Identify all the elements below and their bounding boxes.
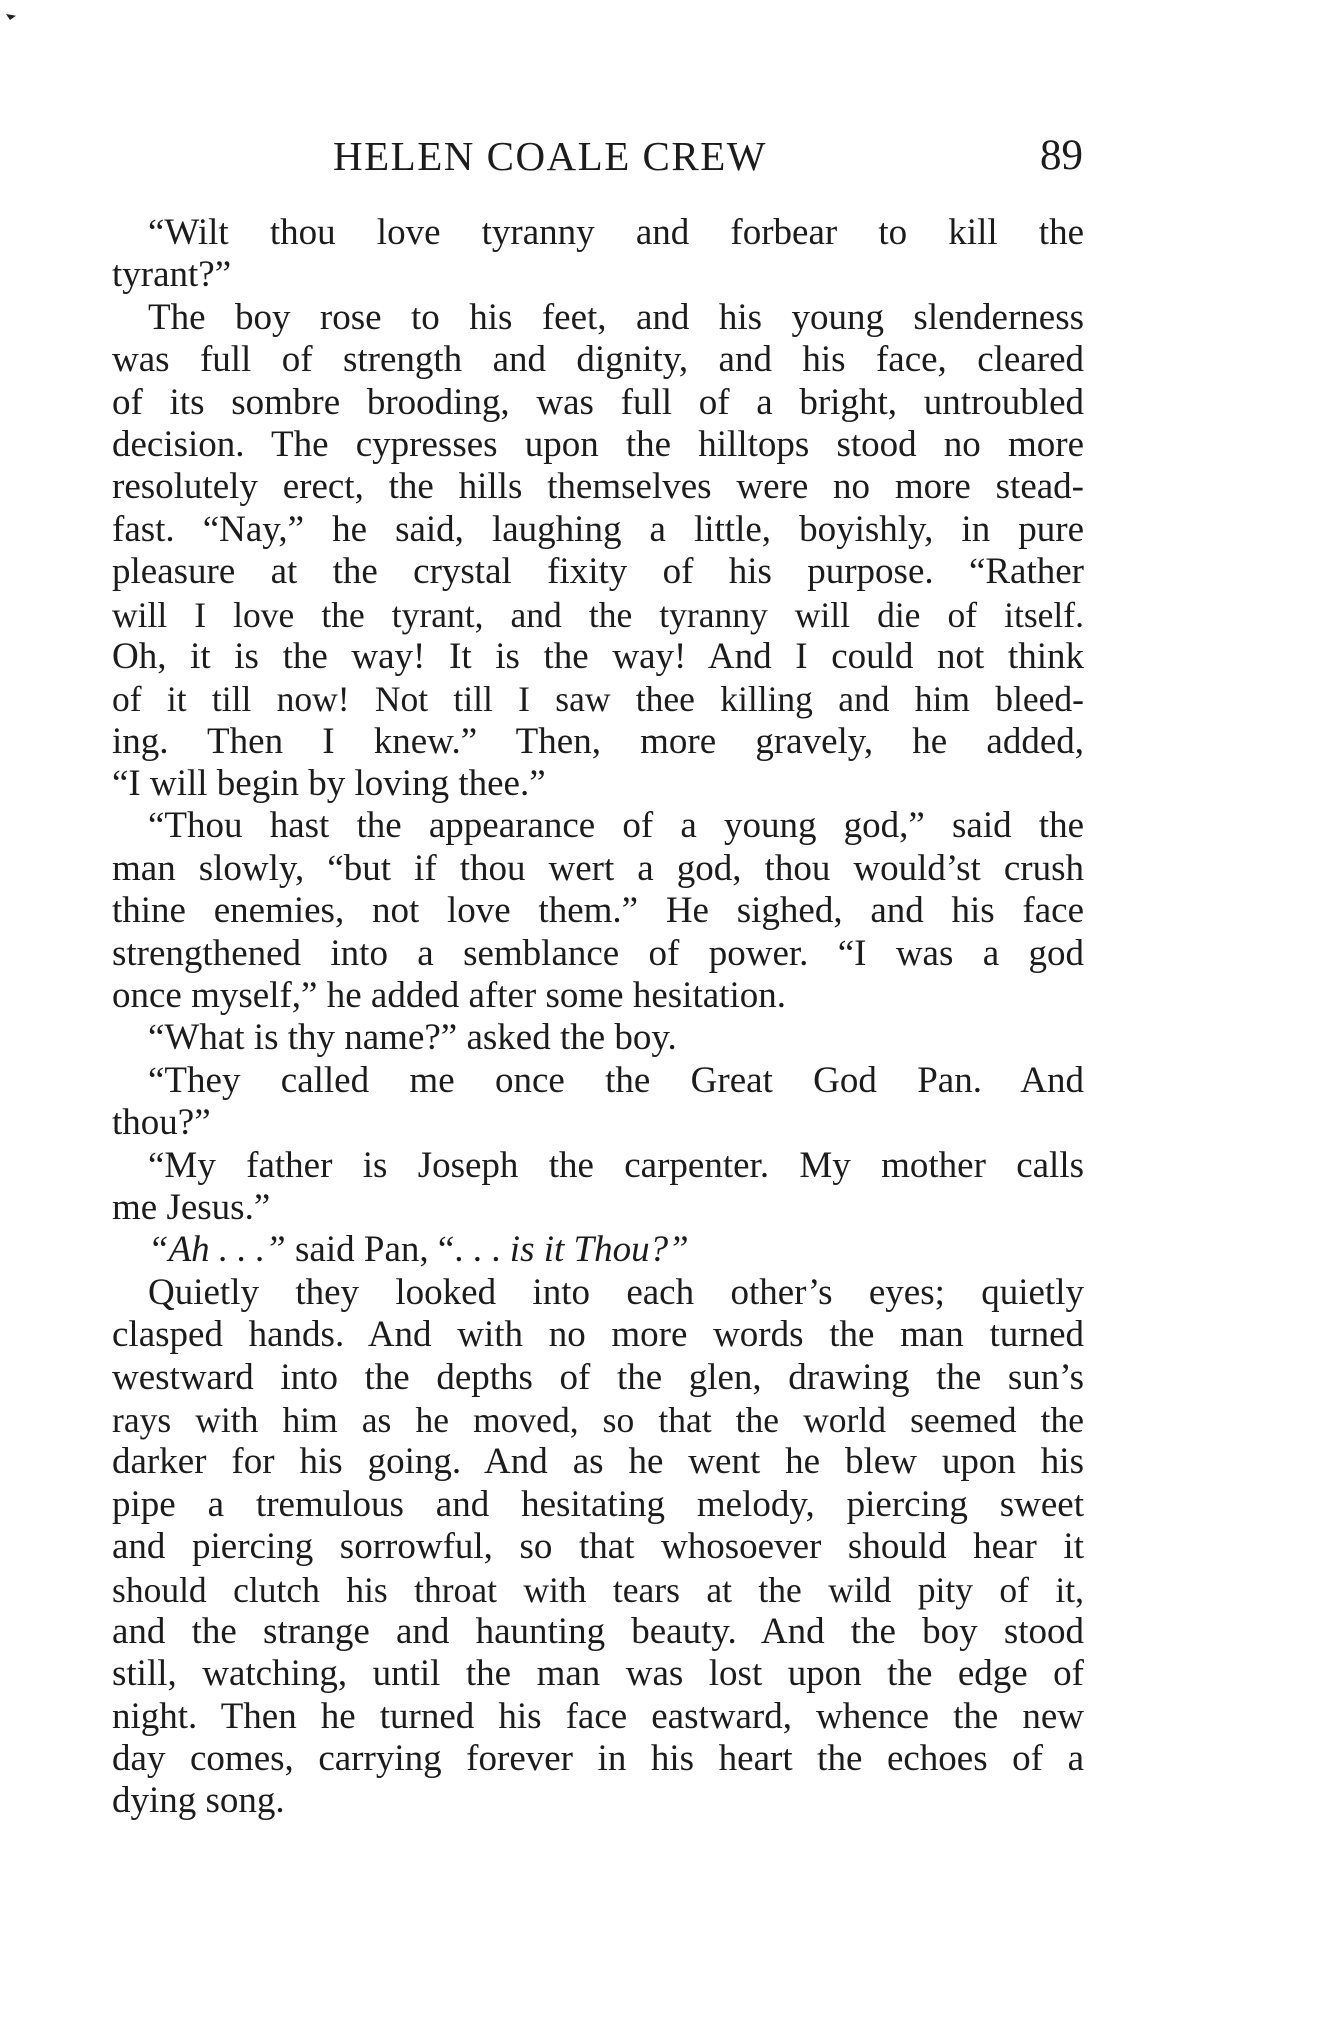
text-line: ing. Then I knew.” Then, more gravely, he added, bbox=[112, 720, 1084, 762]
text-line: “Wilt thou love tyranny and forbear to kill the bbox=[148, 212, 1084, 253]
text-line: still, watching, until the man was lost upon the edge of bbox=[112, 1653, 1084, 1695]
running-head bbox=[333, 128, 1083, 184]
text-line-italic bbox=[112, 1229, 1084, 1271]
text-line: pipe a tremulous and hesitating melody, piercing sweet bbox=[112, 1483, 1084, 1525]
text-line: “What is thy name?” asked the boy. bbox=[148, 1017, 677, 1059]
text-line: dying song. bbox=[112, 1780, 285, 1822]
text-line: “Thou hast the appearance of a young god,” said the bbox=[148, 805, 1084, 847]
text-line: was full of strength and dignity, and his face, cleared bbox=[112, 339, 1084, 381]
text-line: The boy rose to his feet, and his young slenderness bbox=[148, 296, 1084, 338]
text-line: Oh, it is the way! It is the way! And I could not think bbox=[112, 635, 1084, 677]
text-line: tyrant?” bbox=[112, 254, 232, 296]
text-line: day comes, carrying forever in his heart the echoes of a bbox=[112, 1738, 1084, 1780]
text-line: rays with him as he moved, so that the world seemed the bbox=[112, 1399, 1084, 1440]
plain-span: said Pan, “. . . bbox=[285, 1229, 510, 1271]
body-text bbox=[112, 212, 1084, 1823]
text-line: of it till now! Not till I saw thee killing and him bleed- bbox=[112, 679, 1084, 720]
text-line: me Jesus.” bbox=[112, 1186, 271, 1228]
running-title: HELEN COALE CREW bbox=[333, 133, 767, 179]
text-line: “They called me once the Great God Pan. And bbox=[148, 1059, 1084, 1101]
text-line: fast. “Nay,” he said, laughing a little, boyishly, in pure bbox=[112, 508, 1084, 550]
text-line: thou?” bbox=[112, 1102, 211, 1144]
text-line: decision. The cypresses upon the hilltops stood no more bbox=[112, 423, 1084, 465]
text-line: resolutely erect, the hills themselves were no more stead- bbox=[112, 466, 1084, 508]
text-line: “My father is Joseph the carpenter. My mother calls bbox=[148, 1144, 1084, 1186]
text-line: and piercing sorrowful, so that whosoever should hear it bbox=[112, 1526, 1084, 1568]
text-line: darker for his going. And as he went he blew upon his bbox=[112, 1441, 1084, 1483]
text-line: once myself,” he added after some hesitation. bbox=[112, 975, 786, 1017]
text-line: westward into the depths of the glen, drawing the sun’s bbox=[112, 1356, 1084, 1398]
text-line: man slowly, “but if thou wert a god, thou would’st crush bbox=[112, 847, 1084, 889]
text-line: and the strange and haunting beauty. And the boy stood bbox=[112, 1610, 1084, 1652]
text-line: clasped hands. And with no more words the man turned bbox=[112, 1314, 1084, 1356]
text-line: night. Then he turned his face eastward, whence the new bbox=[112, 1695, 1084, 1737]
text-line: should clutch his throat with tears at the wild pity of it, bbox=[112, 1569, 1084, 1610]
text-line: will I love the tyrant, and the tyranny will die of itself. bbox=[112, 594, 1084, 635]
text-line: thine enemies, not love them.” He sighed, and his face bbox=[112, 890, 1084, 932]
text-line: “I will begin by loving thee.” bbox=[112, 763, 546, 805]
italic-span: is it Thou?” bbox=[509, 1229, 689, 1271]
text-line: pleasure at the crystal fixity of his purpose. “Rather bbox=[112, 551, 1084, 593]
text-line: Quietly they looked into each other’s eyes; quietly bbox=[148, 1271, 1084, 1313]
page-number: 89 bbox=[1040, 132, 1083, 179]
text-line: strengthened into a semblance of power. “I was a god bbox=[112, 932, 1084, 974]
scan-mark bbox=[6, 14, 16, 20]
text-line: of its sombre brooding, was full of a bright, untroubled bbox=[112, 381, 1084, 423]
italic-span: “Ah . . .” bbox=[148, 1229, 286, 1271]
